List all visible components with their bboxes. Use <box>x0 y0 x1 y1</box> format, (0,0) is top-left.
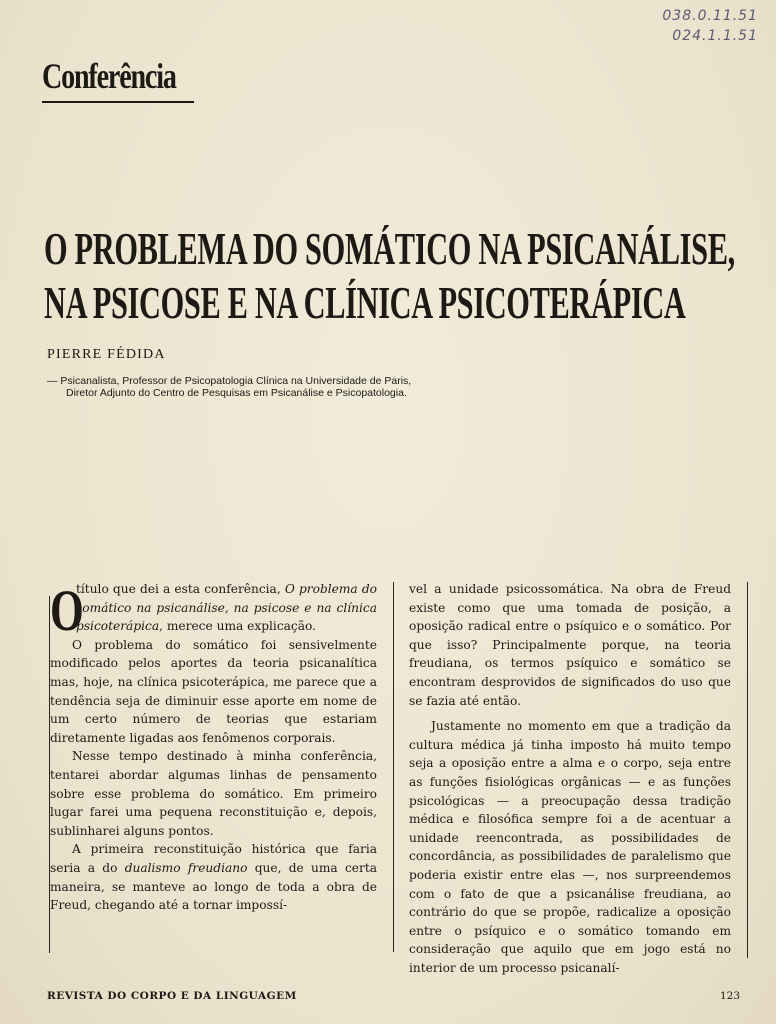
right-column-rule <box>747 582 748 958</box>
left-column <box>50 580 377 915</box>
journal-name: REVISTA DO CORPO E DA LINGUAGEM <box>47 990 297 1002</box>
title-line-1: O PROBLEMA DO SOMÁTICO NA PSICANÁLISE, <box>44 223 735 274</box>
author-affiliation <box>47 375 567 399</box>
italic-term: dualismo freudiano <box>124 860 248 875</box>
italic-title: O problema do somático na psicanálise, na psicose e na clínica psicoterápica <box>76 582 377 634</box>
paragraph: O problema do somático foi sensivelmente modificado pelos aportes da teoria psicanalítica mas, hoje, na clínica psicoterápica, me parece que a tendência seja de diminuir esse aporte em nome de um certo número de teorias que estariam diretamente ligadas aos fenômenos corporais. <box>50 637 377 745</box>
handwritten-line-2: 024.1.1.51 <box>672 28 758 44</box>
section-label: Conferência <box>42 56 176 96</box>
paragraph <box>50 840 377 914</box>
title-line-2: NA PSICOSE E NA CLÍNICA PSICOTERÁPICA <box>44 277 686 328</box>
article-title <box>44 222 744 330</box>
paragraph-text: , merece uma explicação. <box>159 619 317 634</box>
affiliation-line-2: Diretor Adjunto do Centro de Pesquisas em Psicanálise e Psicopatologia. <box>66 387 407 399</box>
author-name: PIERRE FÉDIDA <box>47 347 166 362</box>
paragraph-text: A primeira reconstituição histórica que faria seria a do <box>50 842 377 875</box>
paragraph <box>50 578 377 643</box>
paragraph: Justamente no momento em que a tradição da cultura médica já tinha imposto há muito tempo seja a oposição entre a alma e o corpo, seja entre as funções fisiológicas orgânicas — e as funções psicológicas — a preocupação dessa tradição médica e filosófica sempre foi a de acentuar a unidade reencontrada, as possibilidades de concordância, as possibilidades de paralelismo que poderia existir entre elas —, nos surpreendemos com o fato de que a psicanálise freudiana, ao contrário do que se propõe, radicalize a oposição entre o psíquico e o somático tomando em consideração que aquilo que em jogo está no interior de um processo psicanalí- <box>409 719 731 975</box>
section-underline <box>42 101 194 103</box>
right-column <box>409 580 731 977</box>
paragraph: Nesse tempo destinado à minha conferência, tentarei abordar algumas linhas de pensamento sobre esse problema do somático. Em primeiro lugar farei uma pequena reconstituição e, depois, sublinharei alguns pontos. <box>50 749 377 838</box>
drop-cap: O <box>50 578 84 643</box>
handwritten-annotation <box>618 6 758 46</box>
affiliation-line-1: — Psicanalista, Professor de Psicopatologia Clínica na Universidade de Paris, <box>47 375 411 387</box>
paragraph: vel a unidade psicossomática. Na obra de Freud existe como que uma tomada de posição, a oposição radical entre o psíquico e o somático. Por que isso? Principalmente porque, na teoria freudiana, os termos psíquico e somático se encontram desprovidos de significados do uso que se fazia até então. <box>409 582 731 708</box>
paragraph-text: título que dei a esta conferência, <box>76 582 285 596</box>
column-divider <box>393 582 394 952</box>
page-number: 123 <box>719 990 740 1002</box>
handwritten-line-1: 038.0.11.51 <box>662 8 758 24</box>
paragraph-text: que, de uma certa maneira, se manteve ao longo de toda a obra de Freud, chegando até a tornar impossí- <box>50 860 378 913</box>
